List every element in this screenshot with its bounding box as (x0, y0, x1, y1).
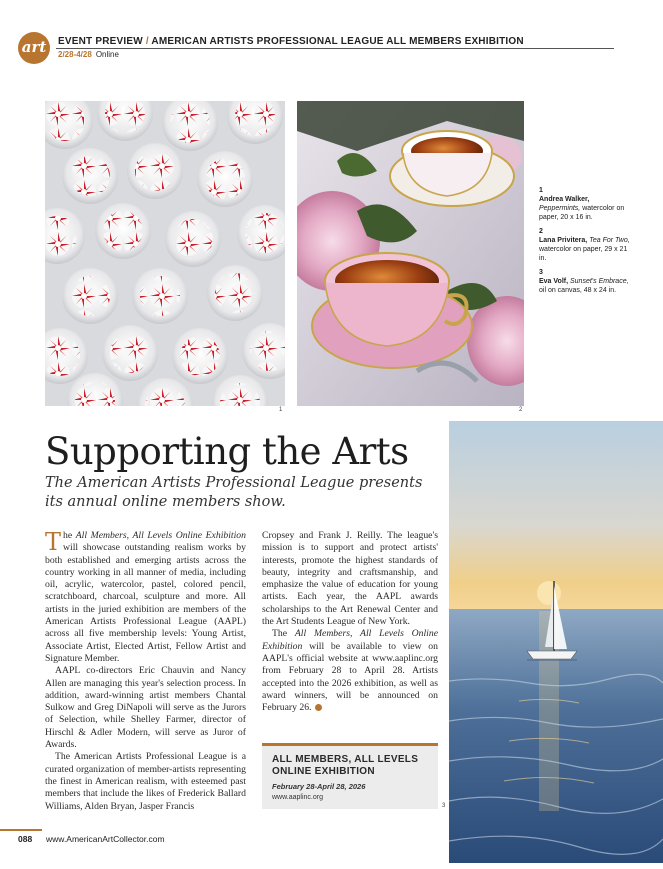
drop-cap: T (45, 528, 62, 556)
header-rule (56, 48, 614, 49)
event-date-range: 2/28-4/28 (58, 50, 92, 59)
figure-number-3: 3 (442, 803, 446, 809)
caption-item (539, 186, 631, 222)
caption-number: 3 (539, 269, 543, 276)
article-paragraph-2: AAPL co-directors Eric Chauvin and Nancy Allen are managing this year's selection process. In addition, award-winning artist members Chantal Sulkow and Greg DiNapoli will serve as the Jurors of Selection, while Shelley Farmer, director of Hirschl & Adler Modern, will serve as Juror of Awards. (45, 665, 246, 751)
kicker-separator: / (142, 36, 152, 47)
caption-item (539, 268, 631, 295)
paragraph-text: will be available to view on AAPL's official website at www.aaplinc.org from February 28 to April 28. Artists accepted into the 2026 exhibition, as well as award winners, will be announced on February 26. (262, 640, 438, 714)
caption-number: 1 (539, 187, 543, 194)
article-paragraph-3-continued: Cropsey and Frank J. Reilly. The league's mission is to support and protect artists' interests, promote the highest standards of beauty, integrity and craftsmanship, and emphasize the value of education for young artists. Each year, the AAPL awards scholarships to the Art Renewal Center and the Art Students League of New York. (262, 530, 438, 628)
caption-artist: Eva Volf, (539, 278, 569, 285)
caption-title: Tea For Two, (589, 237, 630, 244)
caption-details: oil on canvas, 48 x 24 in. (539, 287, 617, 294)
section-kicker (58, 36, 524, 47)
caption-artist: Andrea Walker, (539, 196, 590, 203)
footer-accent-rule (0, 829, 42, 831)
event-location: Online (95, 50, 119, 59)
figure-number-1: 1 (279, 407, 283, 413)
caption-title: Peppermints, (539, 205, 581, 212)
article-paragraph-1 (45, 530, 246, 665)
section-label: EVENT PREVIEW (58, 36, 143, 47)
event-label: AMERICAN ARTISTS PROFESSIONAL LEAGUE ALL MEMBERS EXHIBITION (151, 36, 524, 47)
event-dates (58, 50, 119, 59)
caption-list (539, 186, 631, 300)
artwork-peppermints (45, 101, 285, 406)
caption-title: Sunset's Embrace, (570, 278, 629, 285)
paragraph-text: he (63, 530, 76, 541)
article-column-2 (262, 530, 438, 714)
article-subtitle: The American Artists Professional League presents its annual online members show. (45, 475, 423, 510)
exhibition-name: All Members, All Levels Online Exhibition (75, 530, 246, 541)
magazine-logo: art (18, 32, 50, 64)
caption-number: 2 (539, 228, 543, 235)
exhibition-info-box (262, 743, 438, 809)
artwork-sunsets-embrace (449, 421, 663, 863)
footer-website[interactable]: www.AmericanArtCollector.com (46, 834, 165, 844)
article-paragraph-3: The American Artists Professional League is a curated organization of member-artists representing the finest in American realism, with esteemed past members that include the likes of Frederick Ballard Williams, Alden Bryan, Jasper Francis (45, 751, 246, 812)
figure-number-2: 2 (519, 407, 523, 413)
end-mark-icon (315, 704, 322, 711)
article-paragraph-4 (262, 628, 438, 714)
article-column-1 (45, 530, 246, 813)
caption-details: watercolor on paper, 20 x 16 in. (539, 205, 625, 221)
sunsets-embrace-illustration (449, 421, 663, 863)
artwork-tea-for-two (297, 101, 524, 406)
paragraph-text: The (272, 628, 295, 640)
info-box-url[interactable]: www.aaplinc.org (272, 794, 323, 801)
info-box-dates: February 28-April 28, 2026 (272, 782, 366, 791)
page-number: 088 (18, 834, 33, 844)
paragraph-text: will showcase outstanding realism works by both established and emerging artists across the country working in all manner of media, including oil, acrylic, watercolor, pastel, colored pencil, scratchboard, charcoal, sculpture and more. All artists in the juried exhibition are members of the American Artists Professional League (AAPL) across all five membership levels: Young Artist, Associate Artist, Elected Artist, Fellow Artist and Signature Member. (45, 542, 246, 664)
caption-artist: Lana Privitera, (539, 237, 588, 244)
caption-details: watercolor on paper, 29 x 21 in. (539, 246, 628, 262)
article-title: Supporting the Arts (45, 430, 409, 473)
info-box-title: ALL MEMBERS, ALL LEVELS ONLINE EXHIBITION (272, 754, 419, 777)
exhibition-name: All Members, All Levels Online Exhibition (262, 628, 439, 652)
peppermints-illustration (45, 101, 285, 406)
caption-item (539, 227, 631, 263)
tea-for-two-illustration (297, 101, 524, 406)
